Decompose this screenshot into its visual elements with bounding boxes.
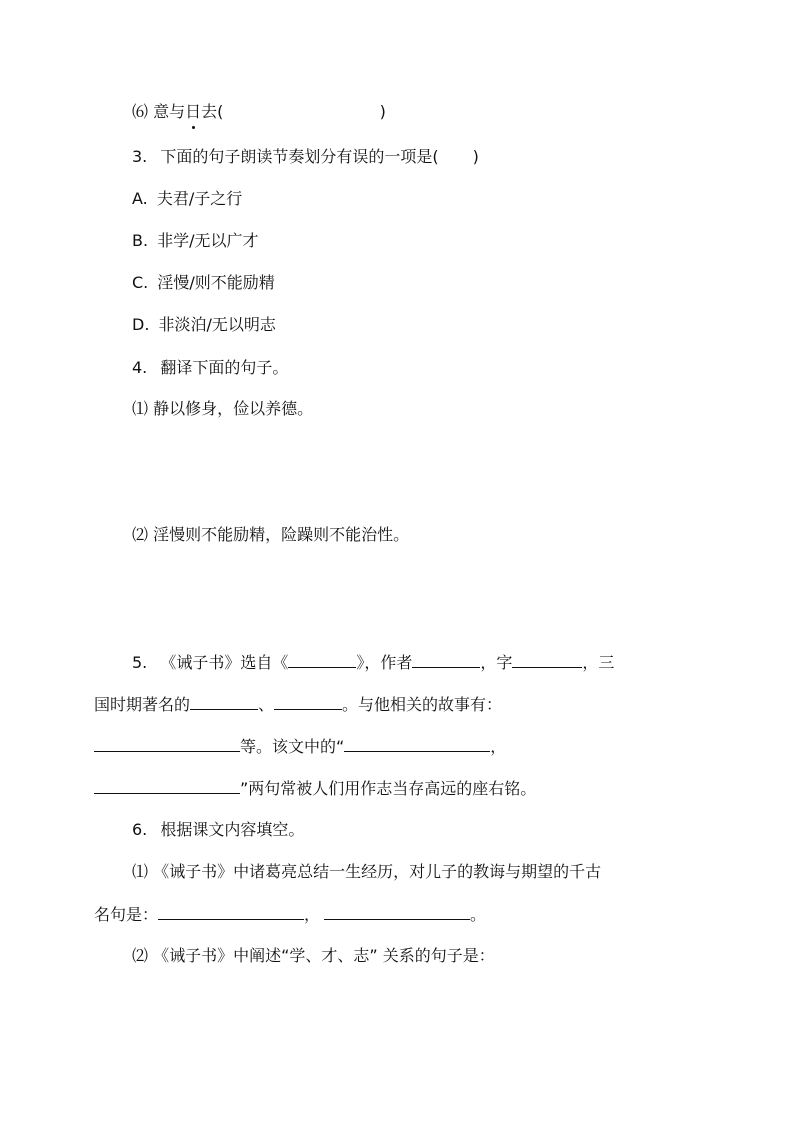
q6-item-2-text: 《诫子书》中阐述“学、才、志” 关系的句子是：	[153, 946, 495, 965]
q2-item-6-dotted-char: 日	[185, 102, 202, 121]
q5-text-1: 《诫子书》选自《	[160, 653, 289, 672]
q4-stem	[132, 357, 288, 379]
option-text: 夫君/子之行	[156, 189, 243, 208]
q5-line-1	[132, 651, 614, 674]
option-letter: B.	[132, 231, 149, 250]
q3-number: 3.	[132, 147, 148, 166]
q5-text-7: 。与他相关的故事有：	[342, 695, 503, 714]
option-letter: D.	[132, 315, 150, 334]
q5-blank-courtesy-name[interactable]	[512, 651, 582, 668]
option-text: 非淡泊/无以明志	[158, 315, 276, 334]
q5-blank-source[interactable]	[288, 651, 356, 668]
q2-item-6-post: 去	[201, 102, 218, 121]
q6-item-1-num: ⑴	[132, 862, 149, 881]
option-text: 淫慢/则不能励精	[157, 273, 275, 292]
q5-text-6: 、	[258, 695, 275, 714]
q6-item-1-blank-2[interactable]	[324, 903, 470, 920]
q2-item-6-open-paren: (	[217, 102, 224, 121]
q4-item-1-text: 静以修身，俭以养德。	[153, 399, 314, 418]
q5-line-2	[94, 693, 502, 716]
q3-option-d[interactable]	[132, 314, 276, 336]
q6-item-2	[132, 945, 495, 967]
q4-item-2	[132, 524, 409, 546]
q5-text-9: ，	[490, 737, 507, 756]
q4-item-2-text: 淫慢则不能励精，险躁则不能治性。	[153, 525, 410, 544]
q3-text: 下面的句子朗读节奏划分有误的一项是(	[160, 147, 439, 166]
q5-blank-quote-1[interactable]	[344, 735, 490, 752]
q6-stem	[132, 819, 304, 841]
option-letter: C.	[132, 273, 149, 292]
q5-blank-quote-2[interactable]	[94, 777, 240, 794]
q6-item-2-num: ⑵	[132, 946, 149, 965]
q4-item-1-num: ⑴	[132, 399, 149, 418]
option-letter: A.	[132, 189, 148, 208]
q4-item-1	[132, 398, 313, 420]
q6-number: 6.	[132, 820, 148, 839]
q3-close-paren: )	[472, 147, 479, 166]
q5-text-5: 国时期著名的	[94, 695, 191, 714]
q5-text-2: 》，作者	[356, 653, 413, 672]
q5-blank-stories[interactable]	[94, 735, 240, 752]
q2-item-6-close-paren: )	[379, 102, 386, 121]
q5-blank-identity-2[interactable]	[274, 693, 342, 710]
q6-item-1-end: 。	[470, 905, 487, 924]
q6-item-1-sep: ，	[304, 905, 321, 924]
q5-text-10: ”两句常被人们用作志当存高远的座右铭。	[240, 779, 537, 798]
q5-text-4: ，三	[582, 653, 615, 672]
q3-option-b[interactable]	[132, 230, 259, 252]
q5-number: 5.	[132, 653, 148, 672]
q6-item-1	[132, 861, 601, 883]
q5-line-3	[94, 735, 506, 758]
q6-item-1-text: 《诫子书》中诸葛亮总结一生经历，对儿子的教诲与期望的千古	[153, 862, 602, 881]
q6-item-1-cont-text: 名句是：	[94, 905, 159, 924]
q2-item-6-num: ⑹	[132, 102, 149, 121]
q3-option-a[interactable]	[132, 188, 242, 210]
q5-text-3: ，字	[480, 653, 513, 672]
q5-line-4	[94, 777, 536, 800]
q6-item-1-blank-1[interactable]	[158, 903, 304, 920]
q5-blank-author[interactable]	[412, 651, 480, 668]
q2-item-6-pre: 意与	[153, 102, 186, 121]
q4-number: 4.	[132, 358, 148, 377]
q4-item-2-num: ⑵	[132, 525, 149, 544]
q3-option-c[interactable]	[132, 272, 275, 294]
option-text: 非学/无以广才	[157, 231, 259, 250]
q2-item-6	[132, 101, 386, 123]
q3-stem	[132, 146, 479, 168]
q5-blank-identity-1[interactable]	[190, 693, 258, 710]
q6-item-1-cont	[94, 903, 486, 926]
q4-text: 翻译下面的句子。	[160, 358, 289, 377]
q6-text: 根据课文内容填空。	[160, 820, 305, 839]
q5-text-8: 等。该文中的“	[240, 737, 345, 756]
